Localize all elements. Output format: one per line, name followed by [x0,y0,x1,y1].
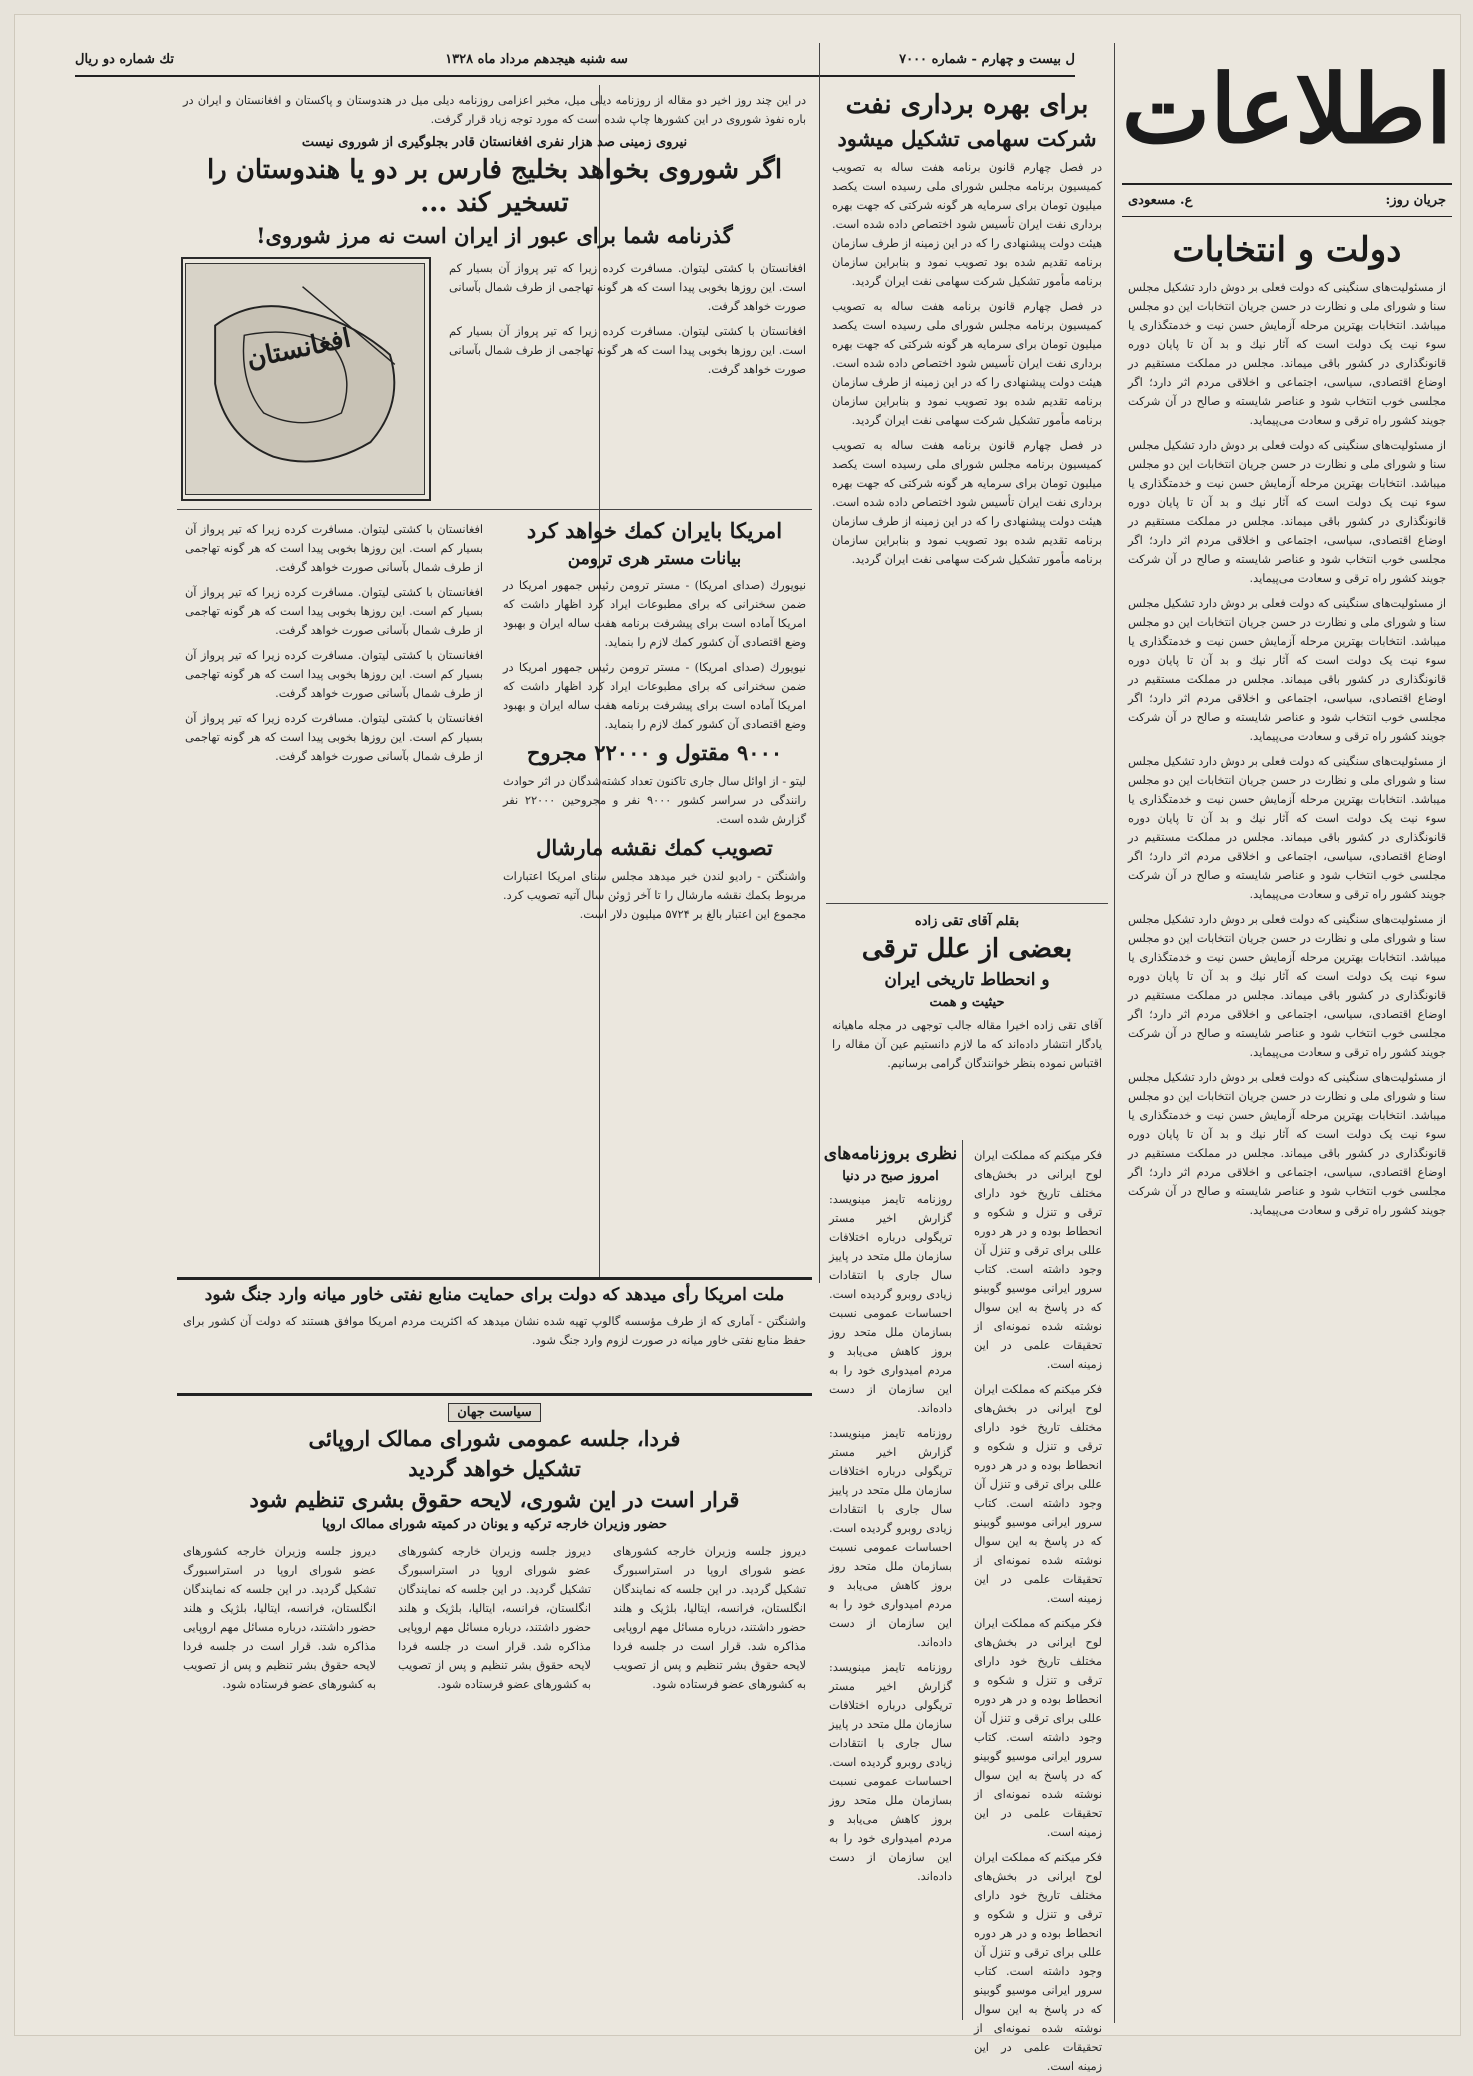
us-aid-headline: امریکا بایران کمك خواهد کرد [526,518,783,544]
dateline [75,43,1075,77]
afghanistan-continued: افغانستان با کشتی لیتوان. مسافرت کرده زیرا که تیر پرواز آن بسیار کم است. این روزها بخوبی پیدا است که هر گونه تهاجمی از طرف شمال بآسانی صورت خواهد گرفت. [185,649,483,701]
column-divider [1114,43,1115,2023]
taqizadeh-body-cont: فکر میکنم که مملکت ایران لوح ایرانی در بخش‌های مختلف تاریخ خود دارای ترقی و تنزل و شکوه و انحطاط بوده و در هر دوره عللی برای ترقی و تنزل آن وجود داشته است. کتاب سرور ایرانی موسیو گوبینو که در پاسخ به این سوال نوشته شده نمونه‌ای از تحقیقات علمی در این زمینه است. [974,1617,1102,1839]
world-press-body: روزنامه تایمز مینویسد: گزارش اخیر مستر تریگولی درباره اختلافات سازمان ملل متحد در پاییز سال جاری با انتقادات زیادی روبرو گردیده است. احساسات عمومی نسبت بسازمان ملل متحد روز بروز کاهش می‌یابد و مردم امیدواری خود را به این سازمان از دست داده‌اند. [829,1193,952,1416]
soviet-headline: اگر شوروی بخواهد بخلیج فارس بر دو یا هندوستان را تسخیر کند ... [206,155,783,218]
afghanistan-map [181,257,431,501]
oil-subhead: شرکت سهامی تشکیل میشود [837,125,1097,151]
section-divider [177,1277,812,1280]
politics-election-body-cont: از مسئولیت‌های سنگینی که دولت فعلی بر دوش دارد تشکیل مجلس سنا و شورای ملی و نظارت در حسن جریان انتخابات این دو مجلس میباشد. انتخابات بهترین مرحله آزمایش حسن نیت و خدمتگذاری یا سوء نیت یک دولت است که آثار نیك و بد آن تا پایان دوره قانونگذاری در کشور باقی میماند. مجلس در مملکت مستقیم در اوضاع اقتصادی، سیاسی، اجتماعی و اخلاقی مردم اثر دارد؛ اگر مجلسی خوب انتخاب شود و عناصر شایسته و صالح در آن شرکت جویند کشور راه ترقی و سعادت می‌پیماید. [1128,596,1446,743]
us-aid-body-cont: نیویورك (صدای امریکا) - مستر ترومن رئیس جمهور امریکا در ضمن سخنرانی که برای مطبوعات ایراد کرد اظهار داشت که امریکا آماده است برای پیشرفت برنامه هفت ساله ایران و بهبود وضع اقتصادی آن کشور کمك لازم را بنماید. [503,660,806,731]
oil-war-headline: ملت امریکا رأی میدهد که دولت برای حمایت منابع نفتی خاور میانه وارد جنگ شود [204,1285,785,1305]
europe-council-body-cont: دیروز جلسه وزیران خارجه کشورهای عضو شورای اروپا در استراسبورگ تشکیل گردید. در این جلسه که نمایندگان انگلستان، فرانسه، ایتالیا، بلژیک و هلند حضور داشتند، درباره مسائل مهم اروپایی مذاکره شد. قرار است در جلسه فردا لایحه حقوق بشر تنظیم و پس از تصویب به کشورهای عضو فرستاده شود. [183,1544,376,1691]
oil-body-cont: در فصل چهارم قانون برنامه هفت ساله به تصویب کمیسیون برنامه مجلس شورای ملی رسیده است یکصد میلیون تومان برای سرمایه هر گونه شرکتی که جهت بهره برداری نفت ایران تأسیس شود اختصاص داده شده است. هیئت دولت پیشنهادی را که در این زمینه از طرف سازمان برنامه تقدیم شده بود تصویب نمود و بنابراین سازمان برنامه مأمور تشکیل شرکت سهامی نفت ایران گردید. [832,299,1102,427]
europe-council-headline: فردا، جلسه عمومی شورای ممالک اروپائی [308,1426,681,1451]
taqizadeh-body-cont: فکر میکنم که مملکت ایران لوح ایرانی در بخش‌های مختلف تاریخ خود دارای ترقی و تنزل و شکوه و انحطاط بوده و در هر دوره عللی برای ترقی و تنزل آن وجود داشته است. کتاب سرور ایرانی موسیو گوبینو که در پاسخ به این سوال نوشته شده نمونه‌ای از تحقیقات علمی در این زمینه است. [974,1851,1102,2073]
column-left [177,85,812,1275]
casualty-headline: ۹۰۰۰ مقتول و ۲۲۰۰۰ مجروح [526,739,783,765]
politics-election-body-cont: از مسئولیت‌های سنگینی که دولت فعلی بر دوش دارد تشکیل مجلس سنا و شورای ملی و نظارت در حسن جریان انتخابات این دو مجلس میباشد. انتخابات بهترین مرحله آزمایش حسن نیت و خدمتگذاری یا سوء نیت یک دولت است که آثار نیك و بد آن تا پایان دوره قانونگذاری در کشور باقی میماند. مجلس در مملکت مستقیم در اوضاع اقتصادی، سیاسی، اجتماعی و اخلاقی مردم اثر دارد؛ اگر مجلسی خوب انتخاب شود و عناصر شایسته و صالح در آن شرکت جویند کشور راه ترقی و سعادت می‌پیماید. [1128,438,1446,585]
map-figure [185,263,425,495]
marshall-headline: تصویب کمك نقشه مارشال [536,835,773,860]
map-outline-icon [186,264,424,494]
afghanistan-continued: افغانستان با کشتی لیتوان. مسافرت کرده زیرا که تیر پرواز آن بسیار کم است. این روزها بخوبی پیدا است که هر گونه تهاجمی از طرف شمال بآسانی صورت خواهد گرفت. [185,523,483,575]
taqizadeh-byline: بقلم آقای تقی زاده [914,914,1020,929]
passport-subhead: گذرنامه شما برای عبور از ایران است نه مرز شوروی! [256,223,733,248]
taqizadeh-subhead: و انحطاط تاریخی ایران [884,969,1050,990]
taqizadeh-tagline: حیثیت و همت [929,994,1005,1010]
soviet-kicker: نیروی زمینی صد هزار نفری افغانستان قادر بجلوگیری از شوروی نیست [301,135,688,150]
politics-election-body-cont: از مسئولیت‌های سنگینی که دولت فعلی بر دوش دارد تشکیل مجلس سنا و شورای ملی و نظارت در حسن جریان انتخابات این دو مجلس میباشد. انتخابات بهترین مرحله آزمایش حسن نیت و خدمتگذاری یا سوء نیت یک دولت است که آثار نیك و بد آن تا پایان دوره قانونگذاری در کشور باقی میماند. مجلس در مملکت مستقیم در اوضاع اقتصادی، سیاسی، اجتماعی و اخلاقی مردم اثر دارد؛ اگر مجلسی خوب انتخاب شود و عناصر شایسته و صالح در آن شرکت جویند کشور راه ترقی و سعادت می‌پیماید. [1128,1070,1446,1217]
taqizadeh-headline: بعضی از علل ترقی [861,934,1073,964]
newspaper-page [14,14,1461,2073]
oil-war-body: واشنگتن - آماری که از طرف مؤسسه گالوپ تهیه شده نشان میدهد که اکثریت مردم امریکا موافق هستند که دولت آن کشور برای حفظ منابع نفتی خاور میانه در صورت لزوم وارد جنگ شود. [183,1315,806,1348]
europe-council-body-cont: دیروز جلسه وزیران خارجه کشورهای عضو شورای اروپا در استراسبورگ تشکیل گردید. در این جلسه که نمایندگان انگلستان، فرانسه، ایتالیا، بلژیک و هلند حضور داشتند، درباره مسائل مهم اروپایی مذاکره شد. قرار است در جلسه فردا لایحه حقوق بشر تنظیم و پس از تصویب به کشورهای عضو فرستاده شود. [398,1544,591,1691]
afghanistan-body-cont: افغانستان با کشتی لیتوان. مسافرت کرده زیرا که تیر پرواز آن بسیار کم است. این روزها بخوبی پیدا است که هر گونه تهاجمی از طرف شمال بآسانی صورت خواهد گرفت. [448,325,806,377]
us-aid-body: نیویورك (صدای امریکا) - مستر ترومن رئیس جمهور امریکا در ضمن سخنرانی که برای مطبوعات ایراد کرد اظهار داشت که امریکا آماده است برای پیشرفت برنامه هفت ساله ایران و بهبود وضع اقتصادی آن کشور کمك لازم را بنماید. [503,578,806,649]
masthead-title: اطلاعات [1121,55,1452,165]
europe-council-subhead: حضور وزیران خارجه ترکیه و یونان در کمیته شورای ممالک اروپا [321,1516,667,1532]
column-right [1122,225,1452,2025]
map-label: افغانستان [244,323,354,375]
politics-election-body-cont: از مسئولیت‌های سنگینی که دولت فعلی بر دوش دارد تشکیل مجلس سنا و شورای ملی و نظارت در حسن جریان انتخابات این دو مجلس میباشد. انتخابات بهترین مرحله آزمایش حسن نیت و خدمتگذاری یا سوء نیت یک دولت است که آثار نیك و بد آن تا پایان دوره قانونگذاری در کشور باقی میماند. مجلس در مملکت مستقیم در اوضاع اقتصادی، سیاسی، اجتماعی و اخلاقی مردم اثر دارد؛ اگر مجلسی خوب انتخاب شود و عناصر شایسته و صالح در آن شرکت جویند کشور راه ترقی و سعادت می‌پیماید. [1128,754,1446,901]
politics-election-body: از مسئولیت‌های سنگینی که دولت فعلی بر دوش دارد تشکیل مجلس سنا و شورای ملی و نظارت در حسن جریان انتخابات این دو مجلس میباشد. انتخابات بهترین مرحله آزمایش حسن نیت و خدمتگذاری یا سوء نیت یک دولت است که آثار نیك و بد آن تا پایان دوره قانونگذاری در کشور باقی میماند. مجلس در مملکت مستقیم در اوضاع اقتصادی، سیاسی، اجتماعی و اخلاقی مردم اثر دارد؛ اگر مجلسی خوب انتخاب شود و عناصر شایسته و صالح در آن شرکت جویند کشور راه ترقی و سعادت می‌پیماید. [1128,280,1446,427]
column-world-press [823,1140,958,2020]
us-aid-subhead: بیانات مستر هری ترومن [567,548,742,569]
world-press-headline: نظری بروزنامه‌های [823,1144,958,1164]
world-press-body-cont: روزنامه تایمز مینویسد: گزارش اخیر مستر تریگولی درباره اختلافات سازمان ملل متحد در پاییز سال جاری با انتقادات زیادی روبرو گردیده است. احساسات عمومی نسبت بسازمان ملل متحد روز بروز کاهش می‌یابد و مردم امیدواری خود را به این سازمان از دست داده‌اند. [829,1427,952,1650]
section-divider [177,1393,812,1396]
world-press-body-cont: روزنامه تایمز مینویسد: گزارش اخیر مستر تریگولی درباره اختلافات سازمان ملل متحد در پاییز سال جاری با انتقادات زیادی روبرو گردیده است. احساسات عمومی نسبت بسازمان ملل متحد روز بروز کاهش می‌یابد و مردم امیدواری خود را به این سازمان از دست داده‌اند. [829,1661,952,1884]
taqizadeh-body: فکر میکنم که مملکت ایران لوح ایرانی در بخش‌های مختلف تاریخ خود دارای ترقی و تنزل و شکوه و انحطاط بوده و در هر دوره عللی برای ترقی و تنزل آن وجود داشته است. کتاب سرور ایرانی موسیو گوبینو که در پاسخ به این سوال نوشته شده نمونه‌ای از تحقیقات علمی در این زمینه است. [974,1149,1102,1371]
human-rights-headline: قرار است در این شوری، لایحه حقوق بشری تنظیم شود [249,1486,740,1512]
afghanistan-continued: افغانستان با کشتی لیتوان. مسافرت کرده زیرا که تیر پرواز آن بسیار کم است. این روزها بخوبی پیدا است که هر گونه تهاجمی از طرف شمال بآسانی صورت خواهد گرفت. [185,586,483,638]
issue-number: ل بیست و چهارم - شماره ۷۰۰۰ [899,51,1075,67]
column-author: ع. مسعودی [1128,193,1193,208]
column-label: جریان روز: [1385,193,1446,208]
taqizadeh-intro: آقای تقی زاده اخیرا مقاله جالب توجهی در مجله ماهیانه یادگار انتشار داده‌اند که ما لازم دانستیم عین آن مقاله را اقتباس نموده بنظر خوانندگان گرامی برسانیم. [832,1018,1102,1070]
column-analysis [968,1140,1108,2073]
issue-price: تك شماره دو ریال [75,51,174,67]
oil-headline: برای بهره برداری نفت [845,90,1089,120]
world-politics [177,1399,812,2019]
oil-body: در فصل چهارم قانون برنامه هفت ساله به تصویب کمیسیون برنامه مجلس شورای ملی رسیده است یکصد میلیون تومان برای سرمایه هر گونه شرکتی که جهت بهره برداری نفت ایران تأسیس شود اختصاص داده شده است. هیئت دولت پیشنهادی را که در این زمینه از طرف سازمان برنامه تقدیم شده بود تصویب نمود و بنابراین سازمان برنامه مأمور تشکیل شرکت سهامی نفت ایران گردید. [832,160,1102,288]
column-oil [826,85,1108,905]
politics-election-body-cont: از مسئولیت‌های سنگینی که دولت فعلی بر دوش دارد تشکیل مجلس سنا و شورای ملی و نظارت در حسن جریان انتخابات این دو مجلس میباشد. انتخابات بهترین مرحله آزمایش حسن نیت و خدمتگذاری یا سوء نیت یک دولت است که آثار نیك و بد آن تا پایان دوره قانونگذاری در کشور باقی میماند. مجلس در مملکت مستقیم در اوضاع اقتصادی، سیاسی، اجتماعی و اخلاقی مردم اثر دارد؛ اگر مجلسی خوب انتخاب شود و عناصر شایسته و صالح در آن شرکت جویند کشور راه ترقی و سعادت می‌پیماید. [1128,912,1446,1059]
afghanistan-body: افغانستان با کشتی لیتوان. مسافرت کرده زیرا که تیر پرواز آن بسیار کم است. این روزها بخوبی پیدا است که هر گونه تهاجمی از طرف شمال بآسانی صورت خواهد گرفت. [448,262,806,314]
europe-council-body: دیروز جلسه وزیران خارجه کشورهای عضو شورای اروپا در استراسبورگ تشکیل گردید. در این جلسه که نمایندگان انگلستان، فرانسه، ایتالیا، بلژیک و هلند حضور داشتند، درباره مسائل مهم اروپایی مذاکره شد. قرار است در جلسه فردا لایحه حقوق بشر تنظیم و پس از تصویب به کشورهای عضو فرستاده شود. [613,1544,806,1691]
column-taqizadeh [826,910,1108,1140]
soviet-intro: در این چند روز اخیر دو مقاله از روزنامه دیلی میل، مخبر اعزامی روزنامه دیلی میل در هندوستان و پاکستان و افغانستان و ایران در باره نفوذ شوروی در این کشورها چاپ شده است که مورد توجه زیاد قرار گرفت. [183,94,806,126]
column-writers [1122,183,1452,217]
world-politics-tag: سیاست جهان [448,1403,541,1422]
issue-date: سه شنبه هیجدهم مرداد ماه ۱۳۲۸ [445,51,628,67]
oil-body-cont: در فصل چهارم قانون برنامه هفت ساله به تصویب کمیسیون برنامه مجلس شورای ملی رسیده است یکصد میلیون تومان برای سرمایه هر گونه شرکتی که جهت بهره برداری نفت ایران تأسیس شود اختصاص داده شده است. هیئت دولت پیشنهادی را که در این زمینه از طرف سازمان برنامه تقدیم شده بود تصویب نمود و بنابراین سازمان برنامه مأمور تشکیل شرکت سهامی نفت ایران گردید. [832,438,1102,566]
europe-council-headline-2: تشکیل خواهد گردید [408,1456,581,1482]
casualty-body: لیتو - از اوائل سال جاری تاکنون تعداد کشته‌شدگان در اثر حوادث رانندگی در سراسر کشور ۹۰۰۰ نفر و مجروحین ۲۲۰۰۰ نفر گزارش شده است. [503,775,807,826]
section-divider [177,509,812,510]
oil-war-story [177,1281,812,1391]
politics-election-headline: دولت و انتخابات [1172,230,1402,270]
marshall-body: واشنگتن - رادیو لندن خبر میدهد مجلس سنای امریکا اعتبارات مربوط بکمك نقشه مارشال را تا آخر ژوئن سال آتیه تصویب کرد. مجموع این اعتبار بالغ بر ۵۷۲۴ میلیون دلار است. [503,870,806,922]
section-divider [826,903,1108,904]
taqizadeh-body-cont: فکر میکنم که مملکت ایران لوح ایرانی در بخش‌های مختلف تاریخ خود دارای ترقی و تنزل و شکوه و انحطاط بوده و در هر دوره عللی برای ترقی و تنزل آن وجود داشته است. کتاب سرور ایرانی موسیو گوبینو که در پاسخ به این سوال نوشته شده نمونه‌ای از تحقیقات علمی در این زمینه است. [974,1383,1102,1605]
column-divider [819,43,820,1283]
column-divider [962,1140,963,2020]
world-press-subhead: امروز صبح در دنیا [842,1169,939,1185]
afghanistan-continued: افغانستان با کشتی لیتوان. مسافرت کرده زیرا که تیر پرواز آن بسیار کم است. این روزها بخوبی پیدا است که هر گونه تهاجمی از طرف شمال بآسانی صورت خواهد گرفت. [185,712,483,764]
